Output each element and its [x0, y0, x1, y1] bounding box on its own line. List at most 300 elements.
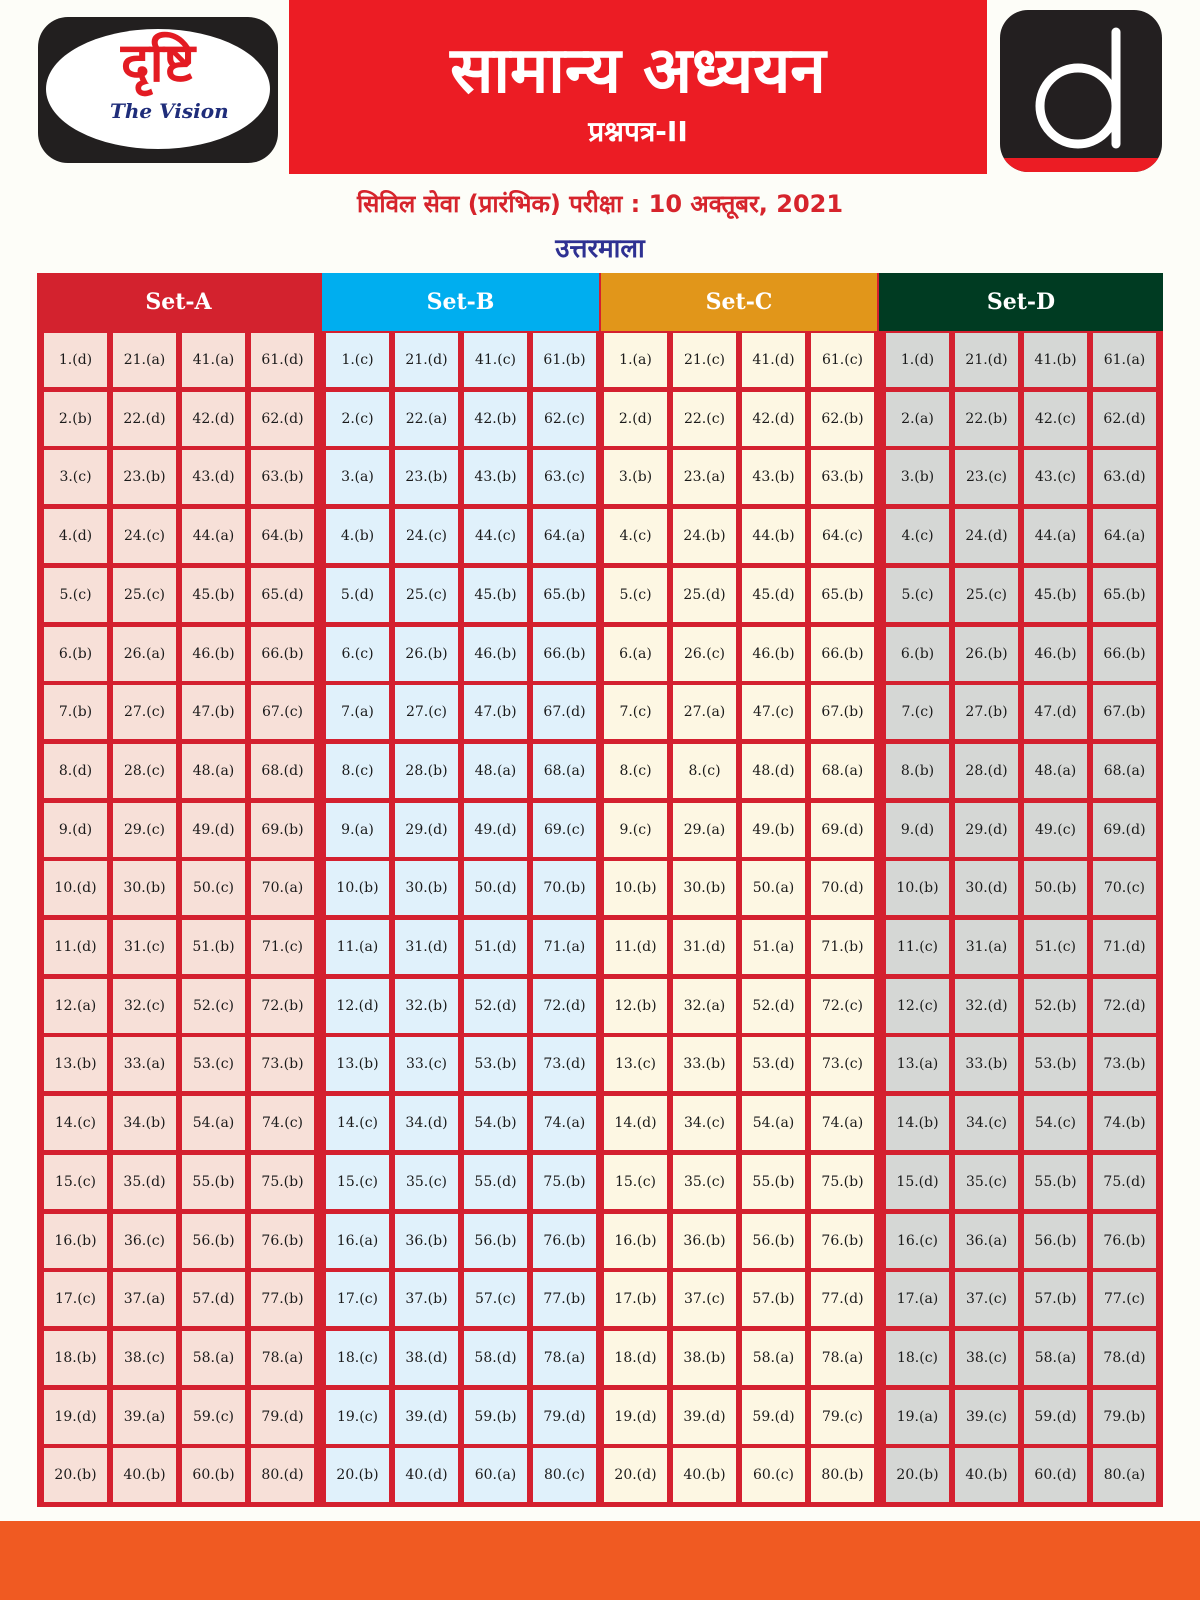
d-letter-icon [1000, 10, 1162, 172]
answer-cell: 27.(c) [113, 685, 176, 739]
answer-cell: 43.(b) [742, 450, 805, 504]
answer-cell: 78.(a) [251, 1331, 314, 1385]
answer-cell: 67.(b) [811, 685, 874, 739]
answer-cell: 63.(b) [811, 450, 874, 504]
answer-cell: 55.(b) [182, 1155, 245, 1209]
answer-cell: 49.(d) [182, 803, 245, 857]
answer-cell: 9.(a) [326, 803, 389, 857]
answer-cell: 31.(c) [113, 920, 176, 974]
answer-cell: 16.(b) [604, 1214, 667, 1268]
answer-cell: 41.(d) [742, 333, 805, 387]
answer-cell: 36.(a) [955, 1214, 1018, 1268]
answer-cell: 45.(b) [182, 568, 245, 622]
answer-cell: 11.(c) [886, 920, 949, 974]
answer-cell: 1.(c) [326, 333, 389, 387]
logo-red-strip [1000, 158, 1162, 172]
answer-cell: 39.(d) [673, 1390, 736, 1444]
answer-cell: 40.(b) [673, 1448, 736, 1502]
answer-cell: 38.(c) [955, 1331, 1018, 1385]
answer-cell: 52.(c) [182, 979, 245, 1033]
answer-cell: 3.(b) [604, 450, 667, 504]
answer-cell: 27.(c) [395, 685, 458, 739]
answer-cell: 75.(b) [251, 1155, 314, 1209]
answer-cell: 74.(a) [533, 1096, 596, 1150]
answer-cell: 48.(a) [182, 744, 245, 798]
answer-cell: 33.(c) [395, 1037, 458, 1091]
answer-cell: 11.(d) [604, 920, 667, 974]
answer-cell: 5.(c) [44, 568, 107, 622]
answer-cell: 25.(c) [955, 568, 1018, 622]
set-header: Set-B [322, 273, 599, 331]
answer-cell: 26.(b) [395, 627, 458, 681]
answer-cell: 71.(c) [251, 920, 314, 974]
page-title: सामान्य अध्ययन [450, 34, 826, 108]
answer-cell: 76.(b) [811, 1214, 874, 1268]
answer-cell: 66.(b) [811, 627, 874, 681]
answer-cell: 69.(c) [533, 803, 596, 857]
answer-cell: 72.(d) [533, 979, 596, 1033]
answer-cell: 59.(b) [464, 1390, 527, 1444]
answer-cell: 35.(d) [113, 1155, 176, 1209]
answer-cell: 74.(c) [251, 1096, 314, 1150]
answer-cell: 14.(c) [44, 1096, 107, 1150]
answer-cell: 64.(b) [251, 509, 314, 563]
answer-cell: 64.(a) [1093, 509, 1156, 563]
answer-cell: 22.(a) [395, 392, 458, 446]
answer-cell: 7.(b) [44, 685, 107, 739]
answer-cell: 31.(d) [673, 920, 736, 974]
answer-cell: 14.(d) [604, 1096, 667, 1150]
answer-cell: 32.(d) [955, 979, 1018, 1033]
title-banner [289, 0, 987, 174]
answer-cell: 60.(b) [182, 1448, 245, 1502]
answer-cell: 13.(b) [44, 1037, 107, 1091]
answer-cell: 44.(b) [742, 509, 805, 563]
answer-cell: 19.(c) [326, 1390, 389, 1444]
answer-cell: 11.(d) [44, 920, 107, 974]
answer-cell: 36.(c) [113, 1214, 176, 1268]
answer-cell: 45.(b) [464, 568, 527, 622]
answer-cell: 39.(a) [113, 1390, 176, 1444]
answer-cell: 35.(c) [673, 1155, 736, 1209]
answer-cell: 60.(a) [464, 1448, 527, 1502]
answer-cell: 21.(c) [673, 333, 736, 387]
answer-cell: 76.(b) [1093, 1214, 1156, 1268]
answer-cell: 55.(b) [1024, 1155, 1087, 1209]
answer-cell: 1.(d) [44, 333, 107, 387]
answer-cell: 17.(b) [604, 1272, 667, 1326]
answer-cell: 31.(d) [395, 920, 458, 974]
answer-cell: 33.(b) [955, 1037, 1018, 1091]
logo-brand-text: दृष्टि [120, 31, 196, 94]
answer-cell: 61.(a) [1093, 333, 1156, 387]
answer-cell: 42.(d) [742, 392, 805, 446]
answer-cell: 13.(a) [886, 1037, 949, 1091]
answer-cell: 42.(d) [182, 392, 245, 446]
answer-cell: 34.(c) [673, 1096, 736, 1150]
answer-cell: 51.(c) [1024, 920, 1087, 974]
answer-cell: 73.(d) [533, 1037, 596, 1091]
answer-cell: 24.(b) [673, 509, 736, 563]
answer-cell: 56.(b) [464, 1214, 527, 1268]
answer-cell: 20.(b) [886, 1448, 949, 1502]
answer-cell: 65.(b) [533, 568, 596, 622]
answer-cell: 40.(b) [955, 1448, 1018, 1502]
answer-cell: 30.(b) [673, 861, 736, 915]
answer-cell: 34.(d) [395, 1096, 458, 1150]
answer-cell: 16.(c) [886, 1214, 949, 1268]
answer-cell: 61.(d) [251, 333, 314, 387]
answer-cell: 70.(a) [251, 861, 314, 915]
answer-cell: 46.(b) [182, 627, 245, 681]
answer-cell: 58.(a) [1024, 1331, 1087, 1385]
answer-cell: 75.(b) [811, 1155, 874, 1209]
answer-cell: 32.(c) [113, 979, 176, 1033]
set-block-set-a [37, 273, 320, 1507]
answer-cell: 14.(b) [886, 1096, 949, 1150]
answer-cell: 38.(c) [113, 1331, 176, 1385]
answer-cell: 15.(d) [886, 1155, 949, 1209]
answer-cell: 79.(c) [811, 1390, 874, 1444]
answer-cell: 30.(d) [955, 861, 1018, 915]
answer-cell: 4.(c) [604, 509, 667, 563]
answer-cell: 6.(a) [604, 627, 667, 681]
answer-cell: 62.(c) [533, 392, 596, 446]
answer-cell: 19.(a) [886, 1390, 949, 1444]
answer-cell: 45.(d) [742, 568, 805, 622]
answer-cell: 55.(b) [742, 1155, 805, 1209]
answer-cell: 22.(c) [673, 392, 736, 446]
answer-cell: 80.(a) [1093, 1448, 1156, 1502]
answer-cell: 44.(a) [182, 509, 245, 563]
answer-cell: 48.(d) [742, 744, 805, 798]
answer-cell: 25.(d) [673, 568, 736, 622]
answer-cell: 57.(b) [742, 1272, 805, 1326]
answer-cell: 24.(c) [113, 509, 176, 563]
answer-cell: 5.(d) [326, 568, 389, 622]
answer-cell: 46.(b) [742, 627, 805, 681]
answer-cell: 10.(b) [886, 861, 949, 915]
answer-cell: 63.(c) [533, 450, 596, 504]
answer-cell: 28.(b) [395, 744, 458, 798]
answer-cell: 29.(d) [955, 803, 1018, 857]
answer-cell: 36.(b) [673, 1214, 736, 1268]
answer-cell: 50.(a) [742, 861, 805, 915]
answer-cell: 79.(b) [1093, 1390, 1156, 1444]
answer-cell: 3.(a) [326, 450, 389, 504]
answer-cell: 79.(d) [533, 1390, 596, 1444]
answer-cell: 77.(b) [533, 1272, 596, 1326]
set-header: Set-C [601, 273, 877, 331]
answer-cell: 70.(b) [533, 861, 596, 915]
answer-cell: 7.(c) [886, 685, 949, 739]
answer-cell: 49.(d) [464, 803, 527, 857]
answer-cell: 35.(c) [955, 1155, 1018, 1209]
answer-cell: 60.(d) [1024, 1448, 1087, 1502]
answer-cell: 41.(c) [464, 333, 527, 387]
answer-cell: 20.(d) [604, 1448, 667, 1502]
answer-cell: 44.(a) [1024, 509, 1087, 563]
answer-cell: 23.(b) [395, 450, 458, 504]
answer-cell: 12.(c) [886, 979, 949, 1033]
answer-cell: 65.(b) [811, 568, 874, 622]
answer-cell: 66.(b) [251, 627, 314, 681]
answer-cell: 74.(b) [1093, 1096, 1156, 1150]
answer-cell: 65.(b) [1093, 568, 1156, 622]
answer-cell: 77.(b) [251, 1272, 314, 1326]
answer-cell: 60.(c) [742, 1448, 805, 1502]
answer-cell: 29.(a) [673, 803, 736, 857]
answer-cell: 20.(b) [44, 1448, 107, 1502]
answer-cell: 5.(c) [604, 568, 667, 622]
answer-cell: 4.(d) [44, 509, 107, 563]
answer-cell: 2.(b) [44, 392, 107, 446]
answer-cell: 23.(a) [673, 450, 736, 504]
answer-cell: 71.(b) [811, 920, 874, 974]
exam-date-line: सिविल सेवा (प्रारंभिक) परीक्षा : 10 अक्तूबर, 2021 [356, 190, 844, 218]
answer-cell: 62.(d) [1093, 392, 1156, 446]
answer-cell: 80.(c) [533, 1448, 596, 1502]
answer-cell: 7.(a) [326, 685, 389, 739]
answer-cell: 18.(c) [886, 1331, 949, 1385]
answer-cell: 25.(c) [113, 568, 176, 622]
answer-cell: 12.(b) [604, 979, 667, 1033]
answer-cell: 79.(d) [251, 1390, 314, 1444]
logo-tagline: The Vision [110, 99, 229, 123]
answer-cell: 75.(b) [533, 1155, 596, 1209]
set-block-set-c [601, 273, 877, 1507]
answer-cell: 45.(b) [1024, 568, 1087, 622]
answer-cell: 59.(d) [742, 1390, 805, 1444]
answer-cell: 24.(c) [395, 509, 458, 563]
answer-cell: 53.(b) [1024, 1037, 1087, 1091]
answer-cell: 6.(c) [326, 627, 389, 681]
answer-cell: 15.(c) [326, 1155, 389, 1209]
answer-cell: 22.(d) [113, 392, 176, 446]
answer-cell: 72.(b) [251, 979, 314, 1033]
answer-cell: 50.(d) [464, 861, 527, 915]
answer-cell: 25.(c) [395, 568, 458, 622]
answer-cell: 47.(b) [182, 685, 245, 739]
answer-cell: 10.(b) [326, 861, 389, 915]
answer-cell: 40.(d) [395, 1448, 458, 1502]
answer-cell: 34.(c) [955, 1096, 1018, 1150]
set-block-set-d [879, 273, 1163, 1507]
answer-cell: 28.(d) [955, 744, 1018, 798]
answer-key-title: उत्तरमाला [555, 234, 645, 264]
answer-cell: 78.(a) [533, 1331, 596, 1385]
answer-cell: 26.(a) [113, 627, 176, 681]
answer-cell: 1.(d) [886, 333, 949, 387]
answer-cell: 42.(c) [1024, 392, 1087, 446]
answer-cell: 67.(b) [1093, 685, 1156, 739]
answer-cell: 22.(b) [955, 392, 1018, 446]
answer-cell: 8.(c) [326, 744, 389, 798]
answer-cell: 13.(c) [604, 1037, 667, 1091]
answer-cell: 17.(a) [886, 1272, 949, 1326]
answer-cell: 43.(d) [182, 450, 245, 504]
answer-cell: 71.(a) [533, 920, 596, 974]
answer-cell: 76.(b) [251, 1214, 314, 1268]
answer-cell: 33.(b) [673, 1037, 736, 1091]
answer-cell: 3.(b) [886, 450, 949, 504]
answer-cell: 28.(c) [113, 744, 176, 798]
answer-cell: 31.(a) [955, 920, 1018, 974]
answer-cell: 32.(a) [673, 979, 736, 1033]
answer-cell: 38.(d) [395, 1331, 458, 1385]
answer-cell: 76.(b) [533, 1214, 596, 1268]
answer-cell: 74.(a) [811, 1096, 874, 1150]
answer-cell: 11.(a) [326, 920, 389, 974]
page-subtitle: प्रश्नपत्र-II [588, 115, 688, 148]
answer-cell: 18.(b) [44, 1331, 107, 1385]
answer-cell: 68.(a) [533, 744, 596, 798]
answer-cell: 43.(c) [1024, 450, 1087, 504]
answer-cell: 37.(c) [955, 1272, 1018, 1326]
answer-cell: 8.(c) [604, 744, 667, 798]
answer-cell: 4.(b) [326, 509, 389, 563]
drishti-d-logo-icon [1000, 10, 1162, 172]
answer-cell: 6.(b) [44, 627, 107, 681]
answer-cell: 49.(b) [742, 803, 805, 857]
answer-cell: 52.(d) [464, 979, 527, 1033]
answer-cell: 10.(b) [604, 861, 667, 915]
answer-cell: 71.(d) [1093, 920, 1156, 974]
answer-cell: 40.(b) [113, 1448, 176, 1502]
answer-cell: 70.(d) [811, 861, 874, 915]
answer-cell: 61.(b) [533, 333, 596, 387]
answer-cell: 30.(b) [395, 861, 458, 915]
answer-cell: 66.(b) [533, 627, 596, 681]
answer-cell: 73.(c) [811, 1037, 874, 1091]
answer-cell: 54.(a) [182, 1096, 245, 1150]
set-header: Set-D [879, 273, 1163, 331]
answer-cell: 14.(c) [326, 1096, 389, 1150]
answer-cell: 54.(a) [742, 1096, 805, 1150]
answer-cell: 64.(a) [533, 509, 596, 563]
answer-cell: 54.(c) [1024, 1096, 1087, 1150]
answer-cell: 72.(c) [811, 979, 874, 1033]
answer-cell: 15.(c) [604, 1155, 667, 1209]
answer-cell: 80.(b) [811, 1448, 874, 1502]
answer-cell: 53.(b) [464, 1037, 527, 1091]
answer-cell: 80.(d) [251, 1448, 314, 1502]
answer-cell: 30.(b) [113, 861, 176, 915]
answer-cell: 19.(d) [44, 1390, 107, 1444]
answer-cell: 53.(d) [742, 1037, 805, 1091]
answer-cell: 68.(a) [1093, 744, 1156, 798]
answer-cell: 69.(d) [1093, 803, 1156, 857]
answer-cell: 13.(b) [326, 1037, 389, 1091]
answer-cell: 21.(d) [395, 333, 458, 387]
answer-cell: 21.(d) [955, 333, 1018, 387]
answer-cell: 77.(d) [811, 1272, 874, 1326]
answer-cell: 16.(a) [326, 1214, 389, 1268]
answer-cell: 39.(d) [395, 1390, 458, 1444]
answer-cell: 75.(d) [1093, 1155, 1156, 1209]
answer-cell: 9.(d) [886, 803, 949, 857]
answer-cell: 43.(b) [464, 450, 527, 504]
answer-cell: 62.(d) [251, 392, 314, 446]
answer-cell: 59.(c) [182, 1390, 245, 1444]
answer-cell: 69.(b) [251, 803, 314, 857]
answer-cell: 24.(d) [955, 509, 1018, 563]
answer-cell: 66.(b) [1093, 627, 1156, 681]
answer-cell: 70.(c) [1093, 861, 1156, 915]
answer-cell: 62.(b) [811, 392, 874, 446]
answer-cell: 47.(b) [464, 685, 527, 739]
answer-cell: 54.(b) [464, 1096, 527, 1150]
answer-cell: 19.(d) [604, 1390, 667, 1444]
answer-cell: 10.(d) [44, 861, 107, 915]
answer-cell: 57.(b) [1024, 1272, 1087, 1326]
answer-cell: 72.(d) [1093, 979, 1156, 1033]
answer-cell: 58.(d) [464, 1331, 527, 1385]
answer-cell: 65.(d) [251, 568, 314, 622]
footer-band [0, 1521, 1200, 1600]
answer-cell: 26.(c) [673, 627, 736, 681]
answer-cell: 39.(c) [955, 1390, 1018, 1444]
answer-cell: 37.(c) [673, 1272, 736, 1326]
answer-cell: 77.(c) [1093, 1272, 1156, 1326]
answer-cell: 41.(a) [182, 333, 245, 387]
answer-cell: 52.(d) [742, 979, 805, 1033]
answer-cell: 67.(d) [533, 685, 596, 739]
answer-cell: 56.(b) [742, 1214, 805, 1268]
answer-cell: 63.(b) [251, 450, 314, 504]
answer-cell: 57.(c) [464, 1272, 527, 1326]
answer-cell: 9.(d) [44, 803, 107, 857]
answer-cell: 26.(b) [955, 627, 1018, 681]
answer-cell: 41.(b) [1024, 333, 1087, 387]
answer-cell: 3.(c) [44, 450, 107, 504]
answer-cell: 51.(a) [742, 920, 805, 974]
drishti-logo [38, 17, 278, 163]
answer-cell: 68.(d) [251, 744, 314, 798]
answer-cell: 20.(b) [326, 1448, 389, 1502]
answer-cell: 67.(c) [251, 685, 314, 739]
answer-cell: 29.(d) [395, 803, 458, 857]
answer-cell: 63.(d) [1093, 450, 1156, 504]
answer-cell: 29.(c) [113, 803, 176, 857]
answer-cell: 15.(c) [44, 1155, 107, 1209]
answer-cell: 34.(b) [113, 1096, 176, 1150]
answer-cell: 46.(b) [464, 627, 527, 681]
answer-cell: 57.(d) [182, 1272, 245, 1326]
answer-cell: 12.(a) [44, 979, 107, 1033]
answer-cell: 8.(b) [886, 744, 949, 798]
answer-cell: 51.(d) [464, 920, 527, 974]
answer-cell: 56.(b) [1024, 1214, 1087, 1268]
answer-cell: 64.(c) [811, 509, 874, 563]
answer-cell: 78.(d) [1093, 1331, 1156, 1385]
answer-cell: 17.(c) [326, 1272, 389, 1326]
answer-cell: 68.(a) [811, 744, 874, 798]
set-block-set-b [322, 273, 599, 1507]
answer-cell: 8.(d) [44, 744, 107, 798]
answer-cell: 48.(a) [464, 744, 527, 798]
answer-cell: 73.(b) [1093, 1037, 1156, 1091]
answer-cell: 12.(d) [326, 979, 389, 1033]
answer-cell: 44.(c) [464, 509, 527, 563]
answer-cell: 69.(d) [811, 803, 874, 857]
answer-cell: 49.(c) [1024, 803, 1087, 857]
answer-cell: 27.(b) [955, 685, 1018, 739]
answer-cell: 4.(c) [886, 509, 949, 563]
answer-cell: 47.(d) [1024, 685, 1087, 739]
answer-cell: 37.(a) [113, 1272, 176, 1326]
answer-cell: 50.(c) [182, 861, 245, 915]
